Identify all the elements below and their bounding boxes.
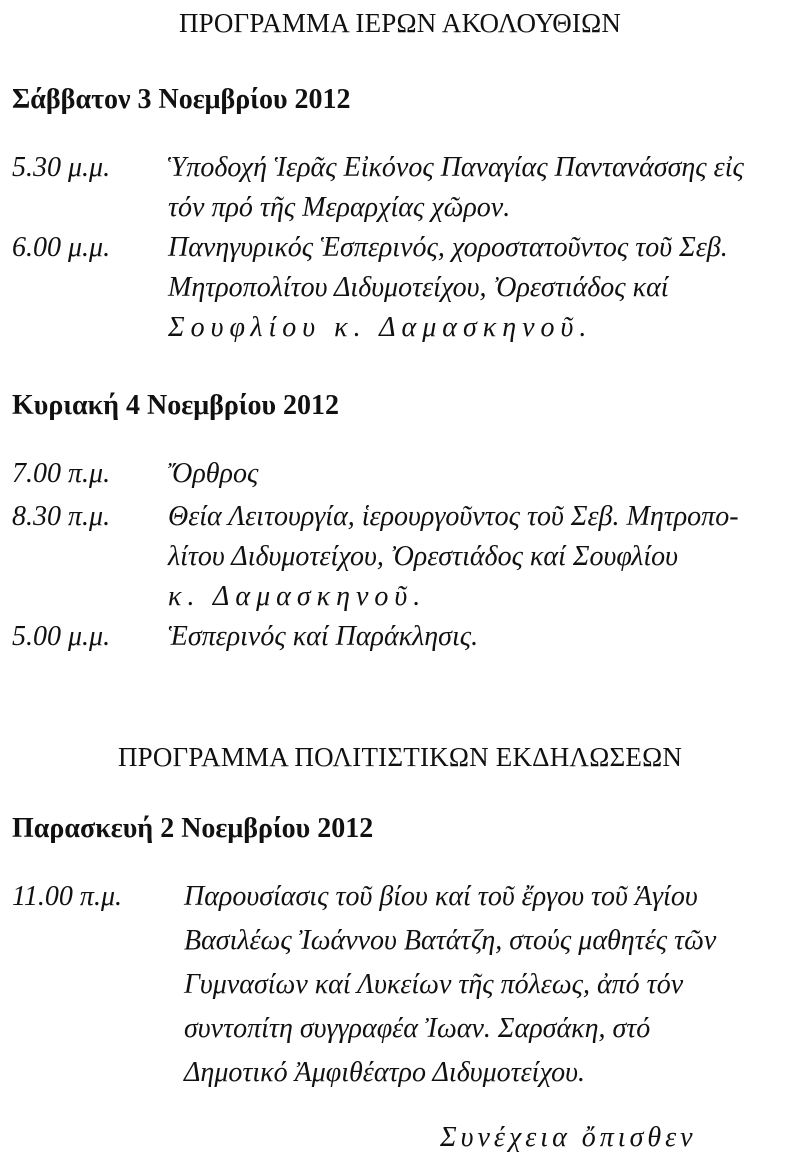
friday-item-1-line-5: Δημοτικό Ἀμφιθέατρο Διδυμοτείχου. [184,1057,586,1088]
services-title: ΠΡΟΓΡΑΜΜΑ ΙΕΡΩΝ ΑΚΟΛΟΥΘΙΩΝ [178,8,622,38]
saturday-item-1-time: 5.30 μ.μ. [12,152,111,183]
friday-item-1-line-1: Παρουσίασις τοῦ βίου καί τοῦ ἔργου τοῦ Ἁγίου [184,881,698,912]
friday-item-1-time: 11.00 π.μ. [12,881,123,912]
saturday-item-2-line-2: Μητροπολίτου Διδυμοτείχου, Ὀρεστιάδος καί [168,272,669,303]
friday-date: Παρασκευή 2 Νοεμβρίου 2012 [12,813,374,844]
sunday-item-2-line-1: Θεία Λειτουργία, ἱερουργοῦντος τοῦ Σεβ. Μητροπο- [168,501,739,532]
sunday-item-3-time: 5.00 μ.μ. [12,621,111,652]
saturday-item-2-time: 6.00 μ.μ. [12,232,111,263]
sunday-item-2-time: 8.30 π.μ. [12,501,111,532]
sunday-item-1-line-1: Ὄρθρος [168,458,259,489]
friday-item-1-line-3: Γυμνασίων καί Λυκείων τῆς πόλεως, ἀπό τόν [184,969,684,1000]
sunday-item-3-line-1: Ἑσπερινός καί Παράκλησις. [168,621,479,652]
sunday-item-1-time: 7.00 π.μ. [12,458,111,489]
cultural-title: ΠΡΟΓΡΑΜΜΑ ΠΟΛΙΤΙΣΤΙΚΩΝ ΕΚΔΗΛΩΣΕΩΝ [117,742,683,772]
friday-item-1-line-4: συντοπίτη συγγραφέα Ἰωαν. Σαρσάκη, στό [184,1013,651,1044]
friday-item-1-line-2: Βασιλέως Ἰωάννου Βατάτζη, στούς μαθητές τῶν [184,925,717,956]
sunday-item-2-line-2: λίτου Διδυμοτείχου, Ὀρεστιάδος καί Σουφλίου [168,541,679,572]
saturday-date: Σάββατον 3 Νοεμβρίου 2012 [12,84,351,115]
saturday-item-2-line-1: Πανηγυρικός Ἑσπερινός, χοροστατοῦντος τοῦ Σεβ. [168,232,728,263]
sunday-date: Κυριακή 4 Νοεμβρίου 2012 [12,390,340,421]
sunday-item-2-line-3: κ. Δαμασκηνοῦ. [168,581,427,612]
continue-overleaf-note: Συνέχεια ὄπισθεν [440,1122,697,1153]
saturday-item-1-line-2: τόν πρό τῆς Μεραρχίας χῶρον. [168,192,511,223]
saturday-item-2-line-3: Σουφλίου κ. Δαμασκηνοῦ. [168,312,593,343]
saturday-item-1-line-1: Ὑποδοχή Ἱερᾶς Εἰκόνος Παναγίας Παντανάσσης εἰς [168,152,744,183]
